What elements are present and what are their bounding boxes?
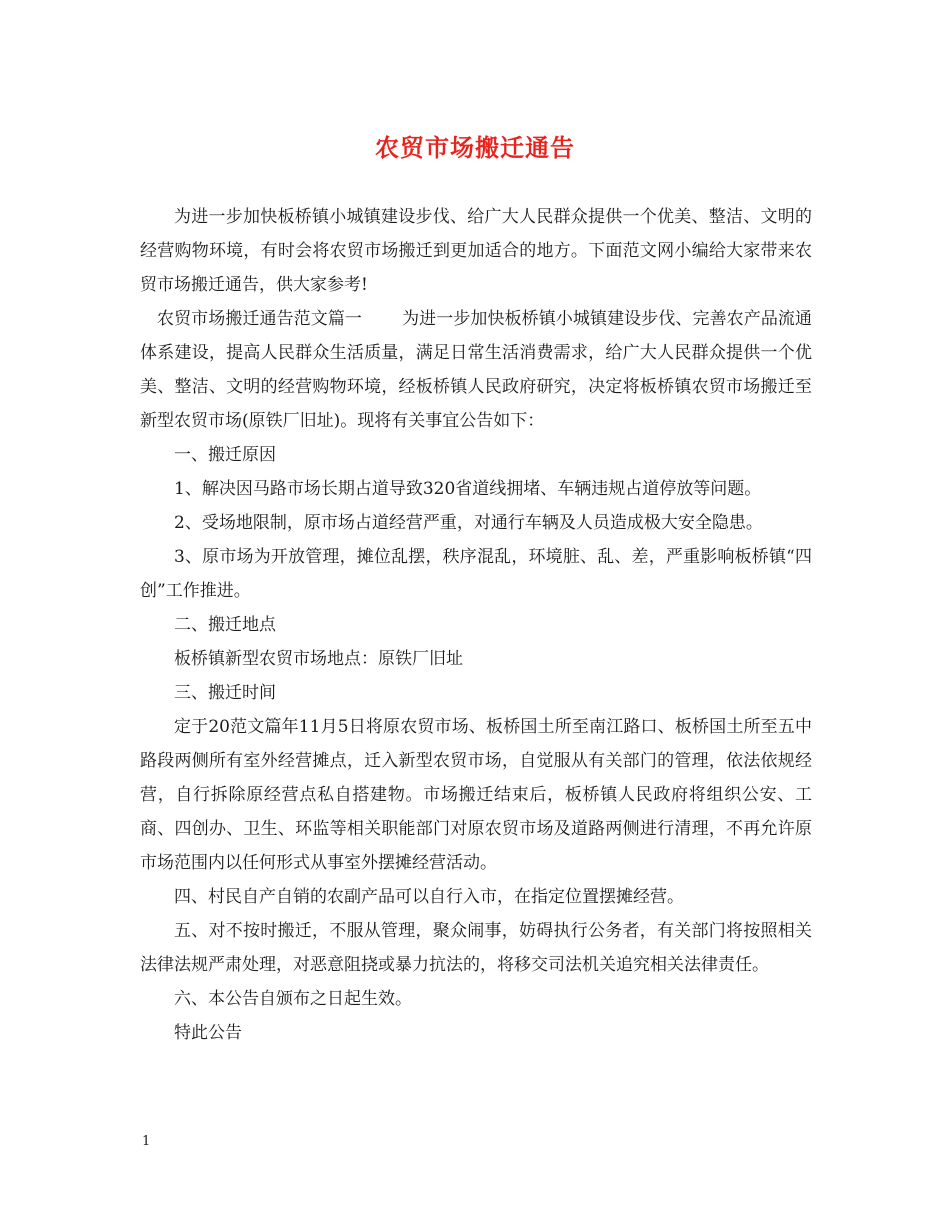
page-number: 1 [142,1134,151,1149]
item-5-paragraph: 五、对不按时搬迁，不服从管理，聚众闹事，妨碍执行公务者，有关部门将按照相关法律法规严肃处理，对恶意阻挠或暴力抗法的，将移交司法机关追究相关法律责任。 [140,921,812,975]
time-paragraph: 定于20范文篇年11月5日将原农贸市场、板桥国土所至南江路口、板桥国土所至五中路段两侧所有室外经营摊点，迁入新型农贸市场，自觉服从有关部门的管理，依法依规经营，自行拆除原经营点私自搭建物。市场搬迁结束后，板桥镇人民政府将组织公安、工商、四创办、卫生、环监等相关职能部门对原农贸市场及道路两侧进行清理，不再允许原市场范围内以任何形式从事室外摆摊经营活动。 [140,717,812,873]
document-title: 农贸市场搬迁通告 [375,133,575,162]
intro-paragraph: 为进一步加快板桥镇小城镇建设步伐、给广大人民群众提供一个优美、整洁、文明的经营购物环境，有时会将农贸市场搬迁到更加适合的地方。下面范文网小编给大家带来农贸市场搬迁通告，供大家参考! [140,207,812,295]
sample-heading: 农贸市场搬迁通告范文篇一 [157,309,362,329]
reason-item-2: 2、受场地限制，原市场占道经营严重，对通行车辆及人员造成极大安全隐患。 [174,513,763,533]
reason-item-1: 1、解决因马路市场长期占道导致320省道线拥堵、车辆违规占道停放等问题。 [174,479,762,499]
location-paragraph: 板桥镇新型农贸市场地点：原铁厂旧址 [174,649,463,669]
closing-line: 特此公告 [174,1023,242,1043]
reason-item-3: 3、原市场为开放管理，摊位乱摆，秩序混乱，环境脏、乱、差，严重影响板桥镇“四创”工作推进。 [140,547,812,601]
item-6-paragraph: 六、本公告自颁布之日起生效。 [174,989,412,1009]
item-4-paragraph: 四、村民自产自销的农副产品可以自行入市，在指定位置摆摊经营。 [174,887,684,907]
section-heading-location: 二、搬迁地点 [174,615,276,635]
sample-lead: 为进一步加快板桥镇小城镇建设步伐、完善农产品流通体系建设，提高人民群众生活质量，满足日常生活消费需求，给广大人民群众提供一个优美、整洁、文明的经营购物环境，经板桥镇人民政府研究，决定将板桥镇农贸市场搬迁至新型农贸市场(原铁厂旧址)。现将有关事宜公告如下： [140,309,812,431]
sample-paragraph [140,302,812,438]
document-body [140,200,812,1050]
section-heading-time: 三、搬迁时间 [174,683,276,703]
section-heading-reasons: 一、搬迁原因 [174,445,276,465]
